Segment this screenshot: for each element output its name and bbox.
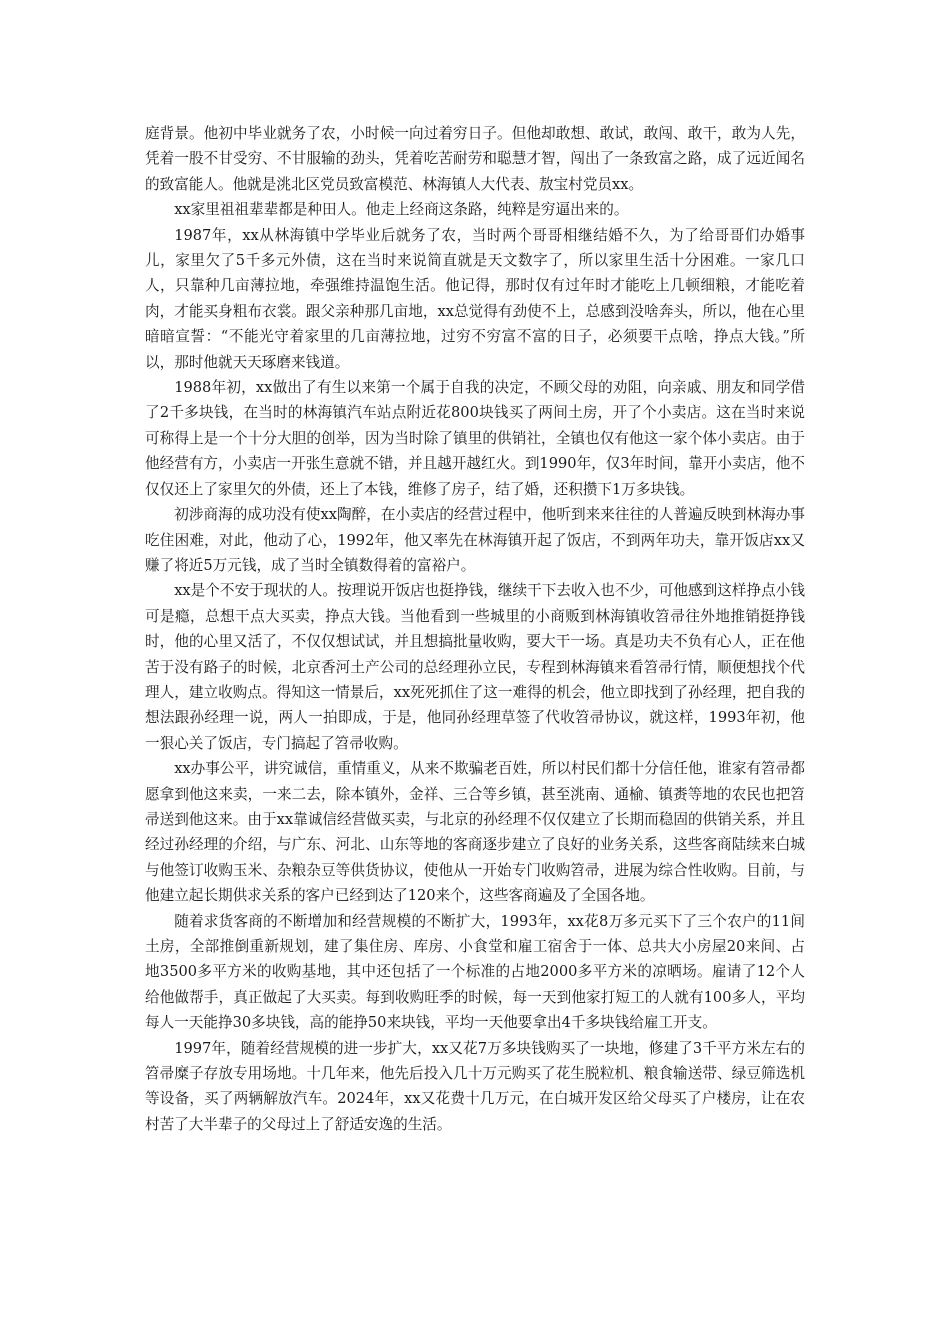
document-body <box>145 121 805 1137</box>
paragraph-1: 庭背景。他初中毕业就务了农，小时候一向过着穷日子。但他却敢想、敢试，敢闯、敢干，敢为人先，凭着一股不甘受穷、不甘服输的劲头，凭着吃苦耐劳和聪慧才智，闯出了一条致富之路，成了远近闻名的致富能人。他就是洮北区党员致富模范、林海镇人大代表、敖宝村党员xx。 <box>145 125 805 193</box>
paragraph-8: 随着求货客商的不断增加和经营规模的不断扩大，1993年，xx花8万多元买下了三个农户的11间土房，全部推倒重新规划，建了集住房、库房、小食堂和雇工宿舍于一体、总共大小房屋20来间、占地3500多平方米的收购基地，其中还包括了一个标准的占地2000多平方米的凉晒场。雇请了12个人给他做帮手，真正做起了大买卖。每到收购旺季的时候，每一天到他家打短工的人就有100多人，平均每人一天能挣30多块钱，高的能挣50来块钱，平均一天他要拿出4千多块钱给雇工开支。 <box>145 912 805 1032</box>
paragraph-3: 1987年，xx从林海镇中学毕业后就务了农，当时两个哥哥相继结婚不久，为了给哥哥们办婚事儿，家里欠了5千多元外债，这在当时来说简直就是天文数字了，所以家里生活十分困难。一家几口人，只靠种几亩薄拉地，牵强维持温饱生活。他记得，那时仅有过年时才能吃上几顿细粮，才能吃着肉，才能买身粗布衣裳。跟父亲种那几亩地，xx总觉得有劲使不上，总感到没啥奔头，所以，他在心里暗暗宣誓：“不能光守着家里的几亩薄拉地，过穷不穷富不富的日子，必须要干点啥，挣点大钱。”所以，那时他就天天琢磨来钱道。 <box>145 226 805 371</box>
paragraph-5: 初涉商海的成功没有使xx陶醉，在小卖店的经营过程中，他听到来来往往的人普遍反映到林海办事吃住困难，对此，他动了心，1992年，他又率先在林海镇开起了饭店，不到两年功夫，靠开饭店xx又赚了将近5万元钱，成了当时全镇数得着的富裕户。 <box>145 506 805 574</box>
paragraph-9: 1997年，随着经营规模的进一步扩大，xx又花7万多块钱购买了一块地，修建了3千平方米左右的笤帚糜子存放专用场地。十几年来，他先后投入几十万元购买了花生脱粒机、粮食输送带、绿豆筛选机等设备，买了两辆解放汽车。2024年，xx又花费十几万元，在白城开发区给父母买了户楼房，让在农村苦了大半辈子的父母过上了舒适安逸的生活。 <box>145 1039 805 1133</box>
paragraph-4: 1988年初，xx做出了有生以来第一个属于自我的决定，不顾父母的劝阻，向亲戚、朋友和同学借了2千多块钱，在当时的林海镇汽车站点附近花800块钱买了两间土房，开了个小卖店。这在当时来说可称得上是一个十分大胆的创举，因为当时除了镇里的供销社，全镇也仅有他这一家个体小卖店。由于他经营有方，小卖店一开张生意就不错，并且越开越红火。到1990年，仅3年时间，靠开小卖店，他不仅仅还上了家里欠的外债，还上了本钱，维修了房子，结了婚，还积攒下1万多块钱。 <box>145 379 805 498</box>
paragraph-7: xx办事公平，讲究诚信，重情重义，从来不欺骗老百姓，所以村民们都十分信任他，谁家有笤帚都愿拿到他这来卖，一来二去，除本镇外，金祥、三合等乡镇，甚至洮南、通榆、镇赉等地的农民也把笤帚送到他这来。由于xx靠诚信经营做买卖，与北京的孙经理不仅仅建立了长期而稳固的供销关系，并且经过孙经理的介绍，与广东、河北、山东等地的客商逐步建立了良好的业务关系，这些客商陆续来白城与他签订收购玉米、杂粮杂豆等供货协议，使他从一开始专门收购笤帚，进展为综合性收购。目前，与他建立起长期供求关系的客户已经到达了120来个，这些客商遍及了全国各地。 <box>145 760 805 905</box>
paragraph-6: xx是个不安于现状的人。按理说开饭店也挺挣钱，继续干下去收入也不少，可他感到这样挣点小钱可是瘾，总想干点大买卖，挣点大钱。当他看到一些城里的小商贩到林海镇收笤帚往外地推销挺挣钱时，他的心里又活了，不仅仅想试试，并且想搞批量收购，要大干一场。真是功夫不负有心人，正在他苦于没有路子的时候，北京香河土产公司的总经理孙立民，专程到林海镇来看笤帚行情，顺便想找个代理人，建立收购点。得知这一情景后，xx死死抓住了这一难得的机会，他立即找到了孙经理，把自我的想法跟孙经理一说，两人一拍即成，于是，他同孙经理草签了代收笤帚协议，就这样，1993年初，他一狠心关了饭店，专门搞起了笤帚收购。 <box>145 582 805 752</box>
paragraph-2: xx家里祖祖辈辈都是种田人。他走上经商这条路，纯粹是穷逼出来的。 <box>174 201 629 219</box>
